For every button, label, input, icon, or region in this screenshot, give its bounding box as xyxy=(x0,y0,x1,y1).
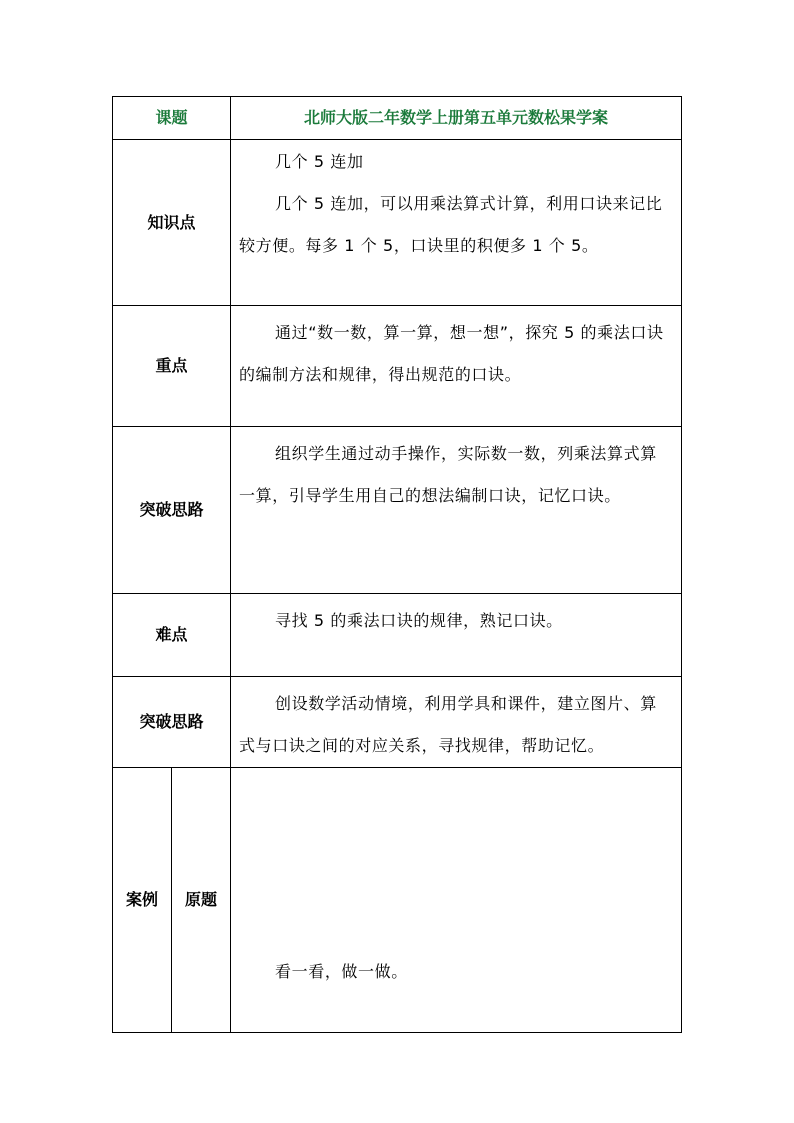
knowledge-line-1: 几个 5 连加 xyxy=(275,152,364,171)
topic-label: 课题 xyxy=(113,97,231,140)
header-row xyxy=(113,97,682,140)
key-point-text: 通过“数一数，算一算，想一想”，探究 5 的乘法口诀的编制方法和规律，得出规范的口诀。 xyxy=(239,323,664,384)
knowledge-label: 知识点 xyxy=(113,140,231,306)
knowledge-row xyxy=(113,140,682,306)
case-content xyxy=(231,768,682,1033)
difficulty-content xyxy=(231,594,682,677)
difficulty-label: 难点 xyxy=(113,594,231,677)
breakthrough-content-2 xyxy=(231,677,682,768)
breakthrough-row-2 xyxy=(113,677,682,768)
difficulty-row xyxy=(113,594,682,677)
breakthrough-label-2: 突破思路 xyxy=(113,677,231,768)
key-point-content xyxy=(231,306,682,427)
breakthrough-row-1 xyxy=(113,427,682,594)
key-point-row xyxy=(113,306,682,427)
breakthrough-content-1 xyxy=(231,427,682,594)
case-label: 案例 xyxy=(113,768,172,1033)
original-problem-label: 原题 xyxy=(172,768,231,1033)
difficulty-text: 寻找 5 的乘法口诀的规律，熟记口诀。 xyxy=(275,611,563,630)
knowledge-line-2: 几个 5 连加，可以用乘法算式计算，利用口诀来记比较方便。每多 1 个 5，口诀里的积便多 1 个 5。 xyxy=(239,194,663,255)
breakthrough-text-1: 组织学生通过动手操作，实际数一数，列乘法算式算一算，引导学生用自己的想法编制口诀，记忆口诀。 xyxy=(239,444,657,505)
key-point-label: 重点 xyxy=(113,306,231,427)
breakthrough-text-2: 创设数学活动情境，利用学具和课件，建立图片、算式与口诀之间的对应关系，寻找规律，帮助记忆。 xyxy=(239,694,657,755)
lesson-plan-table xyxy=(112,96,682,1033)
breakthrough-label-1: 突破思路 xyxy=(113,427,231,594)
case-text: 看一看，做一做。 xyxy=(275,962,408,981)
lesson-title: 北师大版二年数学上册第五单元数松果学案 xyxy=(231,97,682,140)
knowledge-content xyxy=(231,140,682,306)
case-row xyxy=(113,768,682,1033)
